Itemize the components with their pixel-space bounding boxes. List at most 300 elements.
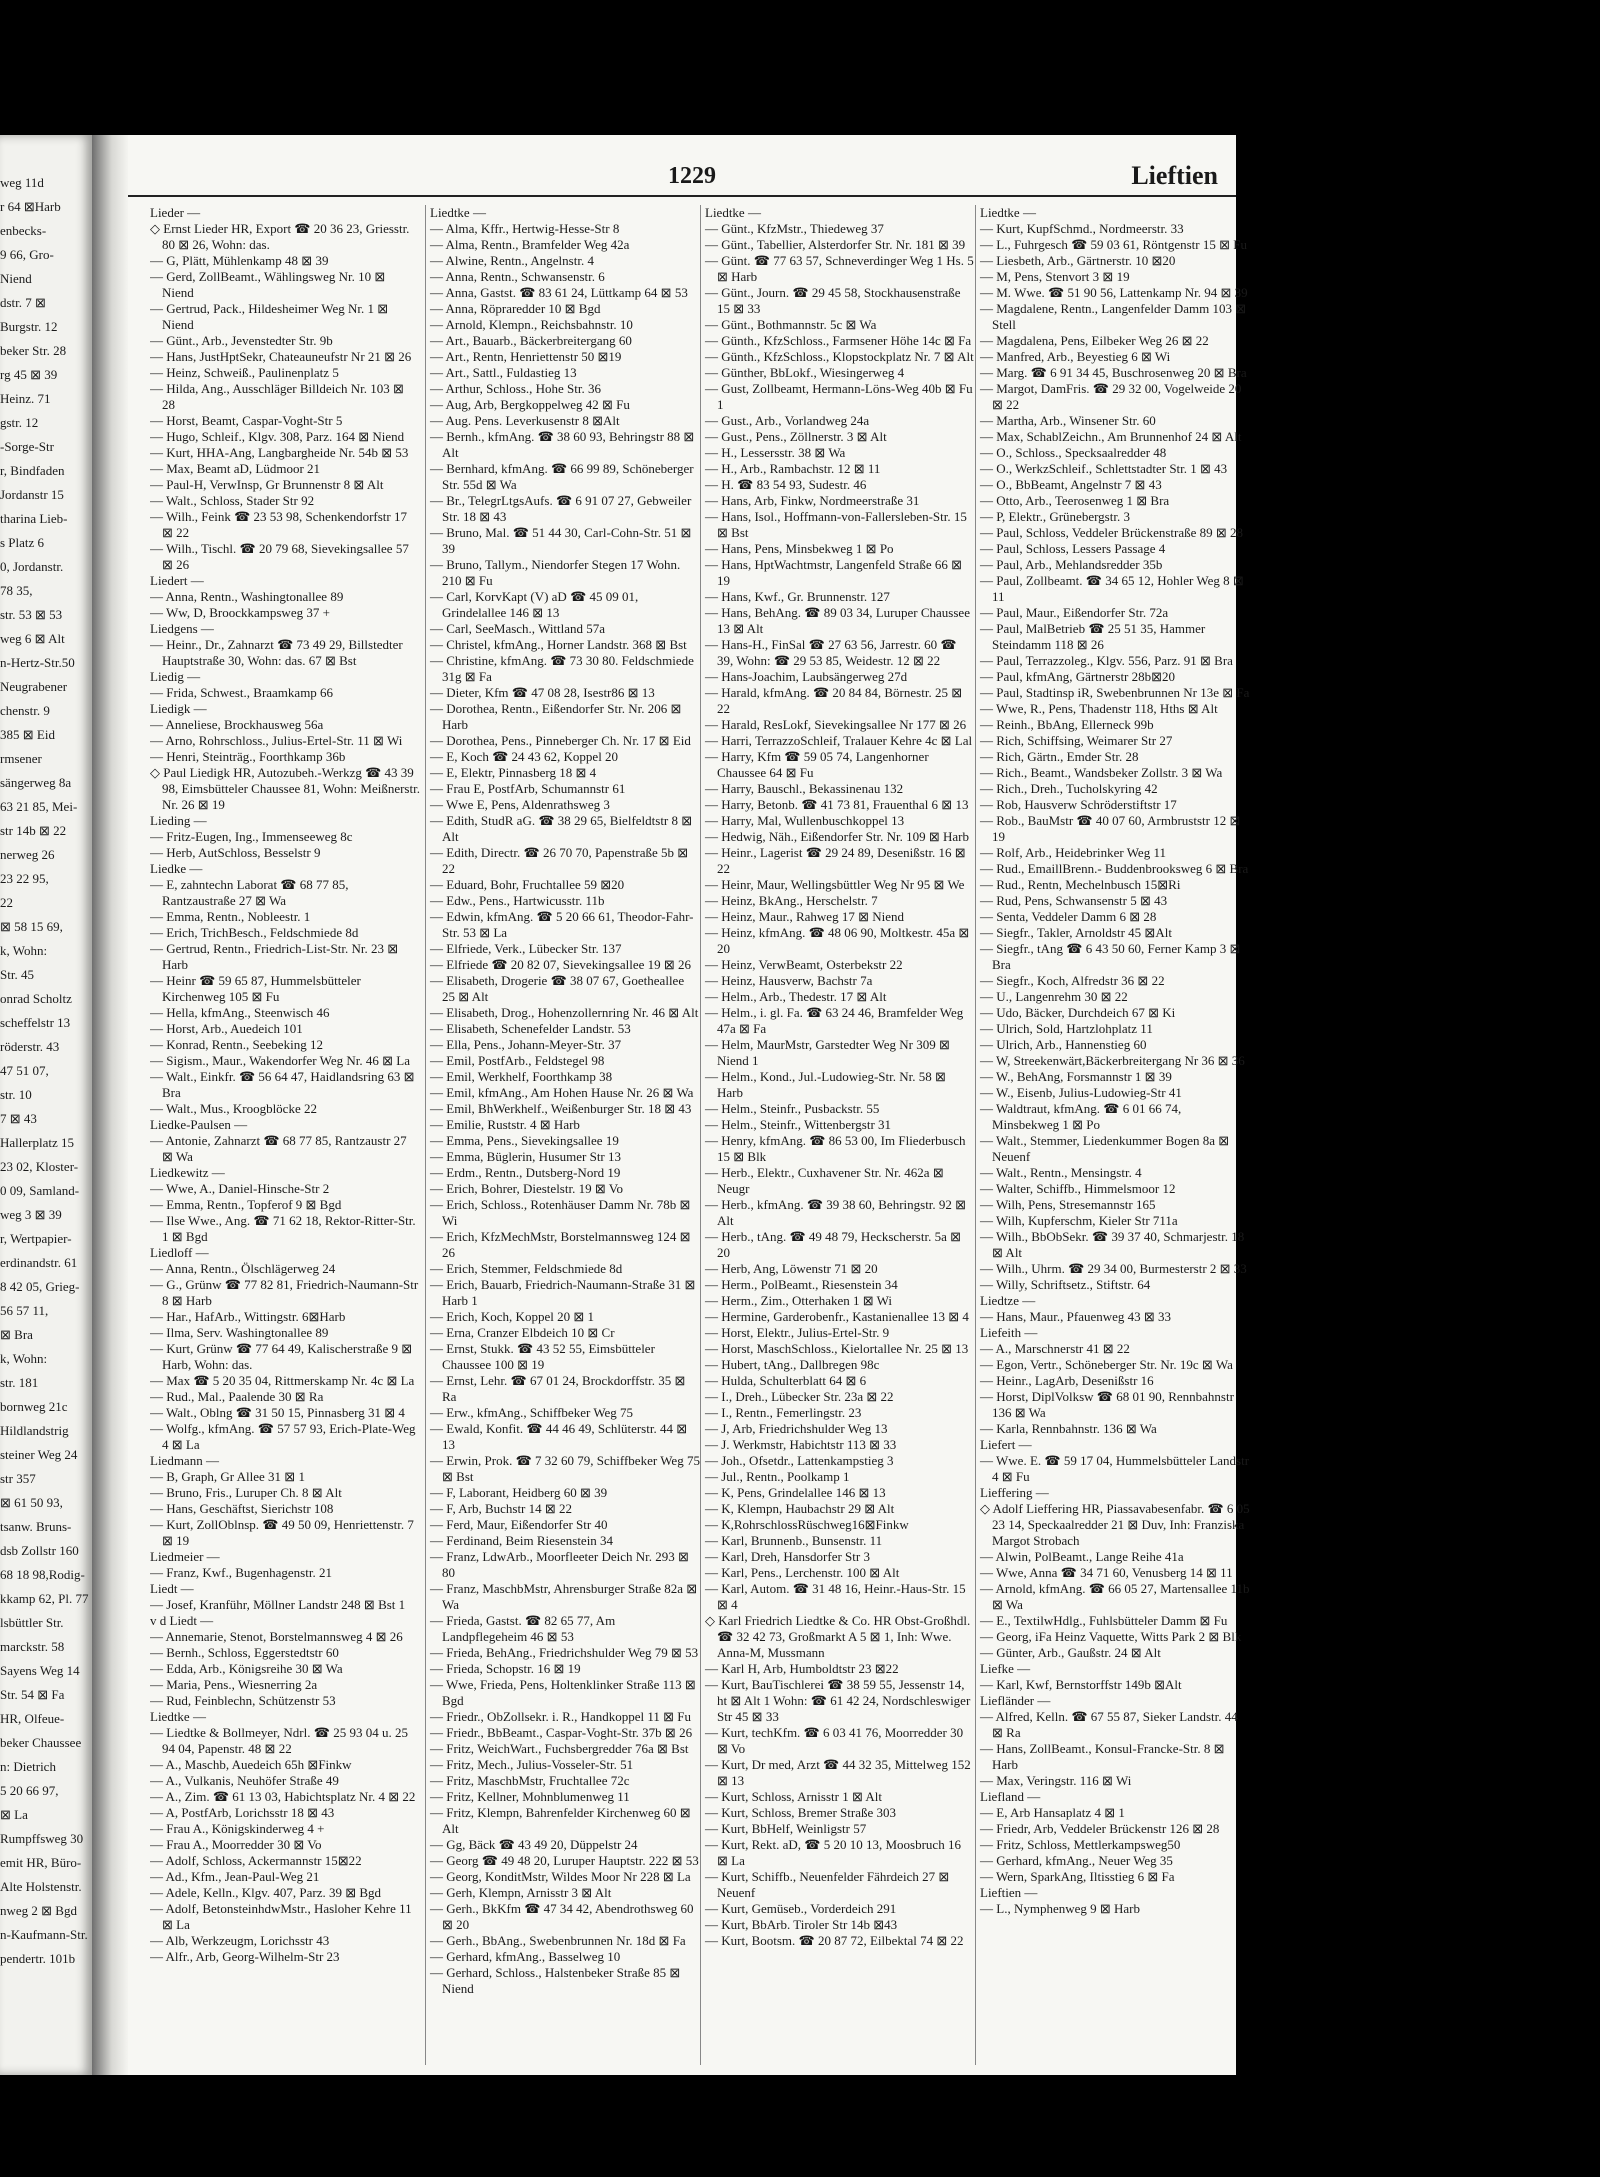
directory-entry: Liefländer — — [980, 1693, 1051, 1708]
left-page-fragment: chenstr. 9 — [0, 703, 50, 718]
directory-entry: — Gerd, ZollBeamt., Wählingsweg Nr. 10 ⊠ Niend — [150, 269, 386, 300]
directory-entry: — Harri, TerrazzoSchleif, Tralauer Kehre 4c ⊠ Lal — [705, 733, 973, 748]
directory-entry: — Emilie, Ruststr. 4 ⊠ Harb — [430, 1117, 580, 1132]
directory-entry: — O., Schloss., Specksaalredder 48 — [980, 445, 1167, 460]
directory-entry: — Kurt, BauTischlerei ☎ 38 59 55, Jessenstr 14, ht ⊠ Alt 1 Wohn: ☎ 61 42 24, Nordschleswiger Str 45 ⊠ 33 — [705, 1677, 971, 1724]
directory-entry: — Liesbeth, Arb., Gärtnerstr. 10 ⊠20 — [980, 253, 1176, 268]
directory-entry: — Sigism., Maur., Wakendorfer Weg Nr. 46 ⊠ La — [150, 1053, 410, 1068]
directory-entry: Liedtze — — [980, 1293, 1036, 1308]
left-page-fragment: ⊠ 58 15 69, — [0, 919, 63, 934]
directory-entry: — U., Langenrehm 30 ⊠ 22 — [980, 989, 1128, 1004]
directory-entry: — Adele, Kelln., Klgv. 407, Parz. 39 ⊠ Bgd — [150, 1885, 382, 1900]
directory-entry: — Waldtraut, kfmAng. ☎ 6 01 66 74, Minsbekweg 1 ⊠ Po — [980, 1101, 1182, 1132]
directory-entry: — Harry, Mal, Wullenbuschkoppel 13 — [705, 813, 905, 828]
left-page-fragment: Neugrabener — [0, 679, 68, 694]
directory-entry: — Karl, Kwf, Bernstorffstr 149b ⊠Alt — [980, 1677, 1182, 1692]
directory-entry: — Emma, Büglerin, Husumer Str 13 — [430, 1149, 622, 1164]
directory-entry: Liefland — — [980, 1789, 1041, 1804]
directory-entry: — Ad., Kfm., Jean-Paul-Weg 21 — [150, 1869, 320, 1884]
left-page-fragment: pendertr. 101b — [0, 1951, 76, 1966]
directory-entry: — M, Pens, Stenvort 3 ⊠ 19 — [980, 269, 1130, 284]
directory-entry: — Emil, BhWerkhelf., Weißenburger Str. 18 ⊠ 43 — [430, 1101, 692, 1116]
directory-entry: — Paul, Terrazzoleg., Klgv. 556, Parz. 91 ⊠ Bra — [980, 653, 1233, 668]
directory-entry: — Bernh., Schloss, Eggerstedtstr 60 — [150, 1645, 339, 1660]
directory-entry: — Georg, iFa Heinz Vaquette, Witts Park 2 ⊠ Blk — [980, 1629, 1242, 1644]
directory-entry: Liedke-Paulsen — — [150, 1117, 248, 1132]
directory-entry: — Adolf, BetonsteinhdwMstr., Hasloher Kehre 11 ⊠ La — [150, 1901, 412, 1932]
left-page-fragment: Alte Holstenstr. — [0, 1879, 82, 1894]
directory-entry: — Herm., PolBeamt., Riesenstein 34 — [705, 1277, 898, 1292]
directory-entry: — Alwin, PolBeamt., Lange Reihe 41a — [980, 1549, 1184, 1564]
left-page-fragment: 56 57 11, — [0, 1303, 49, 1318]
directory-entry: — Paul, Stadtinsp iR, Swebenbrunnen Nr 13e ⊠ Fa — [980, 685, 1250, 700]
directory-entry: — Alfred, Kelln. ☎ 67 55 87, Sieker Landstr. 44 ⊠ Ra — [980, 1709, 1238, 1740]
directory-entry: — Heinz, kfmAng. ☎ 48 06 90, Moltkestr. 45a ⊠ 20 — [705, 925, 970, 956]
directory-entry: — Hans, Arb, Finkw, Nordmeerstraße 31 — [705, 493, 920, 508]
directory-entry: — Erna, Cranzer Elbdeich 10 ⊠ Cr — [430, 1325, 615, 1340]
directory-entry: — Günth., KfzSchloss., Klopstockplatz Nr. 7 ⊠ Alt — [705, 349, 974, 364]
directory-entry: — Heinz, Schweiß., Paulinenplatz 5 — [150, 365, 339, 380]
left-page-fragment: röderstr. 43 — [0, 1039, 60, 1054]
left-page-fragment: Rumpffsweg 30 — [0, 1831, 84, 1846]
left-page-fragment: s Platz 6 — [0, 535, 45, 550]
directory-entry: — Carl, KorvKapt (V) aD ☎ 45 09 01, Grindelallee 146 ⊠ 13 — [430, 589, 639, 620]
directory-entry: — Bruno, Tallym., Niendorfer Stegen 17 Wohn. 210 ⊠ Fu — [430, 557, 681, 588]
left-page-fragment: 0, Jordanstr. — [0, 559, 64, 574]
directory-entry: — Maria, Pens., Wiesnerring 2a — [150, 1677, 318, 1692]
directory-entry: — Alwine, Rentn., Angelnstr. 4 — [430, 253, 594, 268]
directory-entry: — Carl, SeeMasch., Wittland 57a — [430, 621, 606, 636]
directory-entry: — Wilh., Tischl. ☎ 20 79 68, Sievekingsallee 57 ⊠ 26 — [150, 541, 409, 572]
directory-entry: — Anna, Röpraredder 10 ⊠ Bgd — [430, 301, 601, 316]
directory-entry: — Bernhard, kfmAng. ☎ 66 99 89, Schöneberger Str. 55d ⊠ Wa — [430, 461, 694, 492]
directory-entry: — Senta, Veddeler Damm 6 ⊠ 28 — [980, 909, 1157, 924]
left-page-fragment: marckstr. 58 — [0, 1639, 65, 1654]
directory-entry: — Horst, Elektr., Julius-Ertel-Str. 9 — [705, 1325, 890, 1340]
left-page-fragment: n-Kaufmann-Str. — [0, 1927, 88, 1942]
directory-entry: — Helm., Kond., Jul.-Ludowieg-Str. Nr. 58 ⊠ Harb — [705, 1069, 946, 1100]
directory-entry: — Paul, Zollbeamt. ☎ 34 65 12, Hohler Weg 8 ⊠ 11 — [980, 573, 1244, 604]
directory-entry: — Walt., Rentn., Mensingstr. 4 — [980, 1165, 1142, 1180]
directory-entry: — Hans-Joachim, Laubsängerweg 27d — [705, 669, 908, 684]
directory-entry: — Ulrich, Arb., Hannenstieg 60 — [980, 1037, 1147, 1052]
directory-entry: — Erich, Bohrer, Diestelstr. 19 ⊠ Vo — [430, 1181, 623, 1196]
directory-entry: — A., Vulkanis, Neuhöfer Straße 49 — [150, 1773, 339, 1788]
directory-entry: Liefeith — — [980, 1325, 1038, 1340]
directory-entry: — Heinr., Dr., Zahnarzt ☎ 73 49 29, Billstedter Hauptstraße 30, Wohn: das. 67 ⊠ Bst — [150, 637, 403, 668]
directory-entry: — Har., HafArb., Wittingstr. 6⊠Harb — [150, 1309, 346, 1324]
directory-entry: — Gust., Arb., Vorlandweg 24a — [705, 413, 870, 428]
directory-entry: — Gust, Zollbeamt, Hermann-Löns-Weg 40b ⊠ Fu 1 — [705, 381, 973, 412]
directory-entry: — Siegfr., Koch, Alfredstr 36 ⊠ 22 — [980, 973, 1165, 988]
directory-entry: — Kurt, BbArb. Tiroler Str 14b ⊠43 — [705, 1917, 898, 1932]
directory-entry: — Erich, Bauarb, Friedrich-Naumann-Straße 31 ⊠ Harb 1 — [430, 1277, 696, 1308]
left-page-fragment: str. 53 ⊠ 53 — [0, 607, 63, 622]
left-page-fragment: beker Chaussee — [0, 1735, 82, 1750]
left-page-fragment: weg 3 ⊠ 39 — [0, 1207, 62, 1222]
left-page-fragment: 68 18 98,Rodig- — [0, 1567, 85, 1582]
directory-entry: — Heinr, Maur, Wellingsbüttler Weg Nr 95 ⊠ We — [705, 877, 965, 892]
directory-entry: — Arno, Rohrschloss., Julius-Ertel-Str. 11 ⊠ Wi — [150, 733, 403, 748]
directory-entry: — Gerh, Klempn, Arnisstr 3 ⊠ Alt — [430, 1885, 612, 1900]
left-page-fragment: k, Wohn: — [0, 1351, 48, 1366]
directory-entry: Liedmeier — — [150, 1549, 220, 1564]
left-page-fragment: onrad Scholtz — [0, 991, 72, 1006]
left-page-fragment: 5 20 66 97, — [0, 1783, 59, 1798]
directory-entry: — Udo, Bäcker, Durchdeich 67 ⊠ Ki — [980, 1005, 1176, 1020]
directory-entry: — Herb, Ang, Löwenstr 71 ⊠ 20 — [705, 1261, 878, 1276]
directory-entry: — Bruno, Fris., Luruper Ch. 8 ⊠ Alt — [150, 1485, 342, 1500]
left-page-fragment: 22 — [0, 895, 13, 910]
directory-entry: — Elfriede ☎ 20 82 07, Sievekingsallee 19 ⊠ 26 — [430, 957, 692, 972]
directory-entry: — Kurt, Dr med, Arzt ☎ 44 32 35, Mittelweg 152 ⊠ 13 — [705, 1757, 971, 1788]
directory-entry: — Hulda, Schulterblatt 64 ⊠ 6 — [705, 1373, 867, 1388]
directory-entry: — E, zahntechn Laborat ☎ 68 77 85, Rantzaustraße 27 ⊠ Wa — [150, 877, 349, 908]
left-page-fragment: 23 22 95, — [0, 871, 49, 886]
left-page-fragment: ⊠ 61 50 93, — [0, 1495, 63, 1510]
directory-entry: — Helm., Arb., Thedestr. 17 ⊠ Alt — [705, 989, 887, 1004]
directory-entry: Liedloff — — [150, 1245, 209, 1260]
left-page-fragment: 8 42 05, Grieg- — [0, 1279, 80, 1294]
directory-entry: — Horst, DiplVolksw ☎ 68 01 90, Rennbahnstr 136 ⊠ Wa — [980, 1389, 1234, 1420]
directory-entry: — Rich, Schiffsing, Weimarer Str 27 — [980, 733, 1173, 748]
directory-entry: — Br., TelegrLtgsAufs. ☎ 6 91 07 27, Gebweiler Str. 18 ⊠ 43 — [430, 493, 692, 524]
left-page-fragment: str 14b ⊠ 22 — [0, 823, 67, 838]
directory-entry: — Herm., Zim., Otterhaken 1 ⊠ Wi — [705, 1293, 893, 1308]
directory-entry: — Ella, Pens., Johann-Meyer-Str. 37 — [430, 1037, 622, 1052]
left-page-fragment: str 357 — [0, 1471, 36, 1486]
directory-entry: — Horst, Beamt, Caspar-Voght-Str 5 — [150, 413, 343, 428]
column-2 — [425, 205, 700, 2065]
directory-entry: — Frieda, Schopstr. 16 ⊠ 19 — [430, 1661, 581, 1676]
directory-entry: — Harry, Betonb. ☎ 41 73 81, Frauenthal 6 ⊠ 13 — [705, 797, 969, 812]
directory-entry: — Rud., Mal., Paalende 30 ⊠ Ra — [150, 1389, 324, 1404]
directory-entry: — Helm., i. gl. Fa. ☎ 63 24 46, Bramfelder Weg 47a ⊠ Fa — [705, 1005, 964, 1036]
directory-entry: — Emma, Rentn., Nobleestr. 1 — [150, 909, 311, 924]
left-page-fragment: Str. 45 — [0, 967, 34, 982]
directory-entry: — Ernst, Lehr. ☎ 67 01 24, Brockdorffstr. 35 ⊠ Ra — [430, 1373, 686, 1404]
left-page-fragment: lsbüttler Str. — [0, 1615, 64, 1630]
directory-entry: — Alma, Kffr., Hertwig-Hesse-Str 8 — [430, 221, 620, 236]
directory-entry: Liedmann — — [150, 1453, 219, 1468]
directory-entry: — Günt., Journ. ☎ 29 45 58, Stockhausenstraße 15 ⊠ 33 — [705, 285, 961, 316]
left-page-fragment: Heinz. 71 — [0, 391, 51, 406]
directory-entry: — Ernst, Stukk. ☎ 43 52 55, Eimsbütteler Chaussee 100 ⊠ 19 — [430, 1341, 655, 1372]
left-page-fragment: n: Dietrich — [0, 1759, 56, 1774]
directory-entry: — Paul, Schloss, Veddeler Brückenstraße 89 ⊠ 28 — [980, 525, 1244, 540]
directory-entry: — Aug. Pens. Leverkusenstr 8 ⊠Alt — [430, 413, 620, 428]
directory-entry: — Jul., Rentn., Poolkamp 1 — [705, 1469, 850, 1484]
directory-entry: Liedkewitz — — [150, 1165, 225, 1180]
left-page-fragment: rmsener — [0, 751, 42, 766]
directory-entry: Liedtke — — [430, 205, 486, 220]
directory-entry: — Wilh., BbObSekr. ☎ 39 37 40, Schmarjestr. 18 ⊠ Alt — [980, 1229, 1245, 1260]
directory-entry: — Rud., Rentn, Mechelnbusch 15⊠Ri — [980, 877, 1181, 892]
directory-entry: — Kurt, BbHelf, Weinligstr 57 — [705, 1821, 867, 1836]
directory-entry: — L., Fuhrgesch ☎ 59 03 61, Röntgenstr 15 ⊠ Fu — [980, 237, 1247, 252]
directory-entry: — Erich, Koch, Koppel 20 ⊠ 1 — [430, 1309, 594, 1324]
directory-entry: Liedke — — [150, 861, 203, 876]
directory-entry: — Ww, D, Broockkampsweg 37 + — [150, 605, 330, 620]
directory-entry: — Gertrud, Rentn., Friedrich-List-Str. Nr. 23 ⊠ Harb — [150, 941, 399, 972]
directory-entry: — Gerhard, kfmAng., Basselweg 10 — [430, 1949, 621, 1964]
directory-entry: — Frieda, BehAng., Friedrichshulder Weg 79 ⊠ 53 — [430, 1645, 699, 1660]
directory-entry: — Wwe, R., Pens, Thadenstr 118, Hths ⊠ Alt — [980, 701, 1218, 716]
directory-entry: — Alb, Werkzeugm, Lorichsstr 43 — [150, 1933, 330, 1948]
directory-entry: — Herb., Elektr., Cuxhavener Str. Nr. 462a ⊠ Neugr — [705, 1165, 944, 1196]
directory-entry: — Dieter, Kfm ☎ 47 08 28, Isestr86 ⊠ 13 — [430, 685, 655, 700]
left-page-fragment: str. 181 — [0, 1375, 39, 1390]
directory-entry: — Art., Sattl., Fuldastieg 13 — [430, 365, 577, 380]
directory-entry: Lieftien — — [980, 1885, 1038, 1900]
directory-entry: v d Liedt — — [150, 1613, 214, 1628]
left-page-fragment: scheffelstr 13 — [0, 1015, 71, 1030]
directory-entry: — Elfriede, Verk., Lübecker Str. 137 — [430, 941, 622, 956]
directory-entry: — Paul, kfmAng, Gärtnerstr 28b⊠20 — [980, 669, 1176, 684]
directory-entry: — Edwin, kfmAng. ☎ 5 20 66 61, Theodor-Fahr-Str. 53 ⊠ La — [430, 909, 694, 940]
directory-entry: — Fritz, WeichWart., Fuchsbergredder 76a ⊠ Bst — [430, 1741, 689, 1756]
directory-entry: — Rob, Hausverw Schröderstiftstr 17 — [980, 797, 1177, 812]
directory-entry: — Franz, MaschbMstr, Ahrensburger Straße 82a ⊠ Wa — [430, 1581, 698, 1612]
directory-entry: — Karl, Brunnenb., Bunsenstr. 11 — [705, 1533, 883, 1548]
left-page-fragment: emit HR, Büro- — [0, 1855, 82, 1870]
directory-entry: — Max ☎ 5 20 35 04, Rittmerskamp Nr. 4c ⊠ La — [150, 1373, 415, 1388]
left-page-fragment: Jordanstr 15 — [0, 487, 64, 502]
directory-entry: — Rich, Gärtn., Emder Str. 28 — [980, 749, 1139, 764]
directory-entry: — Fritz, Mech., Julius-Vosseler-Str. 51 — [430, 1757, 634, 1772]
directory-entry: — Kurt, HHA-Ang, Langbargheide Nr. 54b ⊠ 53 — [150, 445, 409, 460]
directory-entry: — Günther, BbLokf., Wiesingerweg 4 — [705, 365, 905, 380]
directory-entry: — Erdm., Rentn., Dutsberg-Nord 19 — [430, 1165, 621, 1180]
directory-entry: — M. Wwe. ☎ 51 90 56, Lattenkamp Nr. 94 ⊠ 39 — [980, 285, 1248, 300]
directory-entry: — Kurt, KupfSchmd., Nordmeerstr. 33 — [980, 221, 1184, 236]
directory-entry: — Manfred, Arb., Beyestieg 6 ⊠ Wi — [980, 349, 1171, 364]
left-page-fragment: 7 ⊠ 43 — [0, 1111, 37, 1126]
directory-entry: — Gerhard, kfmAng., Neuer Weg 35 — [980, 1853, 1173, 1868]
directory-entry: — O., WerkzSchleif., Schlettstadter Str. 1 ⊠ 43 — [980, 461, 1228, 476]
directory-entry: — Frida, Schwest., Braamkamp 66 — [150, 685, 334, 700]
directory-entry: Liedert — — [150, 573, 204, 588]
directory-entry: — Wwe, Anna ☎ 34 71 60, Venusberg 14 ⊠ 11 — [980, 1565, 1233, 1580]
directory-entry: — Hans, Pens, Minsbekweg 1 ⊠ Po — [705, 541, 894, 556]
book-spine — [92, 135, 128, 2075]
directory-entry: — Wwe E, Pens, Aldenrathsweg 3 — [430, 797, 610, 812]
directory-entry: — Wilh., Feink ☎ 23 53 98, Schenkendorfstr 17 ⊠ 22 — [150, 509, 407, 540]
directory-entry: — Walt., Schloss, Stader Str 92 — [150, 493, 315, 508]
left-page-fragment: ⊠ La — [0, 1807, 28, 1822]
directory-entry: Lieder — — [150, 205, 201, 220]
directory-entry: — Hans, Geschäftst, Sierichstr 108 — [150, 1501, 334, 1516]
directory-entry: — Kurt, techKfm. ☎ 6 03 41 76, Moorredder 30 ⊠ Vo — [705, 1725, 964, 1756]
directory-entry: — Harry, Bauschl., Bekassinenau 132 — [705, 781, 904, 796]
directory-entry: — Magdalene, Rentn., Langenfelder Damm 103 ⊠ Stell — [980, 301, 1247, 332]
directory-entry: — Fritz-Eugen, Ing., Immenseeweg 8c — [150, 829, 353, 844]
left-page-fragment: 9 66, Gro- — [0, 247, 54, 262]
directory-entry: — Anna, Gastst. ☎ 83 61 24, Lüttkamp 64 ⊠ 53 — [430, 285, 688, 300]
directory-entry: — Karl, Dreh, Hansdorfer Str 3 — [705, 1549, 870, 1564]
directory-entry: — Siegfr., Takler, Arnoldstr 45 ⊠Alt — [980, 925, 1172, 940]
left-page-fragment: enbecks- — [0, 223, 47, 238]
directory-entry: — Harald, ResLokf, Sievekingsallee Nr 177 ⊠ 26 — [705, 717, 967, 732]
directory-entry: — Horst, MaschSchloss., Kielortallee Nr. 25 ⊠ 13 — [705, 1341, 969, 1356]
directory-entry: — Anna, Rentn., Schwansenstr. 6 — [430, 269, 605, 284]
left-page-fragment: beker Str. 28 — [0, 343, 67, 358]
directory-entry: Lieffering — — [980, 1485, 1049, 1500]
left-page-fragment: gstr. 12 — [0, 415, 39, 430]
directory-entry: — E, Elektr, Pinnasberg 18 ⊠ 4 — [430, 765, 597, 780]
directory-entry: — Walt., Stemmer, Liedenkummer Bogen 8a ⊠ Neuenf — [980, 1133, 1230, 1164]
directory-entry: — Rud, Feinblechn, Schützenstr 53 — [150, 1693, 336, 1708]
directory-entry: — Art., Rentn, Henriettenstr 50 ⊠19 — [430, 349, 622, 364]
left-page-fragment: weg 11d — [0, 175, 44, 190]
directory-entry: — Günt., KfzMstr., Thiedeweg 37 — [705, 221, 884, 236]
directory-entry: — Heinz, VerwBeamt, Osterbekstr 22 — [705, 957, 903, 972]
directory-entry: — Rich., Dreh., Tucholskyring 42 — [980, 781, 1158, 796]
directory-entry: — Hans, Isol., Hoffmann-von-Fallersleben-Str. 15 ⊠ Bst — [705, 509, 967, 540]
directory-entry: — K,RohrschlossRüschweg16⊠Finkw — [705, 1517, 909, 1532]
directory-entry: — F, Laborant, Heidberg 60 ⊠ 39 — [430, 1485, 608, 1500]
directory-entry: — A, PostfArb, Lorichsstr 18 ⊠ 43 — [150, 1805, 335, 1820]
directory-entry: — W., Eisenb, Julius-Ludowieg-Str 41 — [980, 1085, 1182, 1100]
directory-entry: Liedtke — — [980, 205, 1036, 220]
directory-entry: ◇ Paul Liedigk HR, Autozubeh.-Werkzg ☎ 43 39 98, Eimsbütteler Chaussee 81, Wohn: Meißnerstr. Nr. 26 ⊠ 19 — [150, 765, 420, 812]
directory-entry: — Kurt, Gemüseb., Vorderdeich 291 — [705, 1901, 897, 1916]
left-page-fragment: tsanw. Bruns- — [0, 1519, 72, 1534]
directory-entry: — W, Streekenwärt,Bäckerbreitergang Nr 36 ⊠ 36 — [980, 1053, 1245, 1068]
left-page-fragment: sängerweg 8a — [0, 775, 72, 790]
directory-entry: — Erich, Stemmer, Feldschmiede 8d — [430, 1261, 623, 1276]
directory-entry: — K, Pens, Grindelallee 146 ⊠ 13 — [705, 1485, 886, 1500]
left-page-fragment: weg 6 ⊠ Alt — [0, 631, 65, 646]
directory-entry: — Georg ☎ 49 48 20, Luruper Hauptstr. 222 ⊠ 53 — [430, 1853, 699, 1868]
directory-entry: — Kurt, Grünw ☎ 77 64 49, Kalischerstraße 9 ⊠ Harb, Wohn: das. — [150, 1341, 413, 1372]
directory-entry: — Wilh., Uhrm. ☎ 29 34 00, Burmesterstr 2 ⊠ 33 — [980, 1261, 1247, 1276]
directory-entry: — Wern, SparkAng, Iltisstieg 6 ⊠ Fa — [980, 1869, 1175, 1884]
directory-entry: — Friedr, Arb, Veddeler Brückenstr 126 ⊠ 28 — [980, 1821, 1220, 1836]
directory-entry: — Walter, Schiffb., Himmelsmoor 12 — [980, 1181, 1176, 1196]
directory-entry: — Ilma, Serv. Washingtonallee 89 — [150, 1325, 329, 1340]
directory-entry: — Ferd, Maur, Eißendorfer Str 40 — [430, 1517, 608, 1532]
directory-entry: — Hermine, Garderobenfr., Kastanienallee 13 ⊠ 4 — [705, 1309, 969, 1324]
directory-entry: — Gerhard, Schloss., Halstenbeker Straße 85 ⊠ Niend — [430, 1965, 681, 1996]
directory-entry: — Franz, LdwArb., Moorfleeter Deich Nr. 293 ⊠ 80 — [430, 1549, 689, 1580]
directory-entry: — Emil, Werkhelf, Foorthkamp 38 — [430, 1069, 613, 1084]
directory-entry: — Wwe, Frieda, Pens, Holtenklinker Straße 113 ⊠ Bgd — [430, 1677, 696, 1708]
directory-entry: — Kurt, Schloss, Bremer Straße 303 — [705, 1805, 897, 1820]
directory-entry: — Fritz, Kellner, Mohnblumenweg 11 — [430, 1789, 630, 1804]
directory-entry: — Fritz, Schloss, Mettlerkampsweg50 — [980, 1837, 1181, 1852]
left-page-fragment: Burgstr. 12 — [0, 319, 58, 334]
directory-entry: — Hella, kfmAng., Steenwisch 46 — [150, 1005, 330, 1020]
directory-entry: — Willy, Schriftsetz., Stiftstr. 64 — [980, 1277, 1151, 1292]
left-page-fragment: n-Hertz-Str.50 — [0, 655, 75, 670]
directory-entry: Liefert — — [980, 1437, 1032, 1452]
directory-entry: — Friedr., ObZollsekr. i. R., Handkoppel 11 ⊠ Fu — [430, 1709, 692, 1724]
directory-entry: — Aug, Arb, Bergkoppelweg 42 ⊠ Fu — [430, 397, 630, 412]
directory-entry: — Rob., BauMstr ☎ 40 07 60, Armbruststr 12 ⊠ 19 — [980, 813, 1241, 844]
directory-entry: — Egon, Vertr., Schöneberger Str. Nr. 19c ⊠ Wa — [980, 1357, 1233, 1372]
directory-entry: — Otto, Arb., Teerosenweg 1 ⊠ Bra — [980, 493, 1170, 508]
directory-entry: — Heinz, Maur., Rahweg 17 ⊠ Niend — [705, 909, 904, 924]
directory-entry: — Günter, Arb., Gaußstr. 24 ⊠ Alt — [980, 1645, 1161, 1660]
directory-entry: — Magdalena, Pens, Eilbeker Weg 26 ⊠ 22 — [980, 333, 1209, 348]
directory-entry: — Anna, Rentn., Ölschlägerweg 24 — [150, 1261, 336, 1276]
left-page-fragment: r, Bindfaden — [0, 463, 65, 478]
directory-entry: — Rich., Beamt., Wandsbeker Zollstr. 3 ⊠ Wa — [980, 765, 1223, 780]
left-page-fragment: nweg 2 ⊠ Bgd — [0, 1903, 77, 1918]
left-page-fragment: k, Wohn: — [0, 943, 48, 958]
directory-entry: — Wwe. E. ☎ 59 17 04, Hummelsbütteler Landstr 4 ⊠ Fu — [980, 1453, 1250, 1484]
directory-entry: — Gertrud, Pack., Hildesheimer Weg Nr. 1 ⊠ Niend — [150, 301, 389, 332]
directory-entry: ◇ Adolf Lieffering HR, Piassavabesenfabr. ☎ 6 05 23 14, Speckaalredder 21 ⊠ Duv, Inh: Franziska Margot Strobach — [980, 1501, 1250, 1548]
directory-entry: — G., Grünw ☎ 77 82 81, Friedrich-Naumann-Str 8 ⊠ Harb — [150, 1277, 419, 1308]
left-page-fragment: Str. 54 ⊠ Fa — [0, 1687, 65, 1702]
directory-entry: — Günth., KfzSchloss., Farmsener Höhe 14c ⊠ Fa — [705, 333, 972, 348]
directory-entry: — F, Arb, Buchstr 14 ⊠ 22 — [430, 1501, 573, 1516]
directory-entry: — Arthur, Schloss., Hohe Str. 36 — [430, 381, 602, 396]
left-page-fragment: r, Wertpapier- — [0, 1231, 72, 1246]
directory-entry: — Hans, HptWachtmstr, Langenfeld Straße 66 ⊠ 19 — [705, 557, 962, 588]
directory-entry: Liefke — — [980, 1661, 1031, 1676]
directory-entry: — Frau A., Königskinderweg 4 + — [150, 1821, 325, 1836]
directory-entry: — Eduard, Bohr, Fruchtallee 59 ⊠20 — [430, 877, 625, 892]
directory-entry: — J, Arb, Friedrichshulder Weg 13 — [705, 1421, 888, 1436]
directory-entry: — Helm., Steinfr., Wittenbergstr 31 — [705, 1117, 892, 1132]
directory-entry: — A., Zim. ☎ 61 13 03, Habichtsplatz Nr. 4 ⊠ 22 — [150, 1789, 416, 1804]
directory-entry: — Ewald, Konfit. ☎ 44 46 49, Schlüterstr. 44 ⊠ 13 — [430, 1421, 688, 1452]
directory-entry: — Hilda, Ang., Ausschläger Billdeich Nr. 103 ⊠ 28 — [150, 381, 404, 412]
left-page-fragment: Hildlandstrig — [0, 1423, 69, 1438]
directory-entry: — Adolf, Schloss, Ackermannstr 15⊠22 — [150, 1853, 362, 1868]
directory-entry: — Edw., Pens., Hartwicusstr. 11b — [430, 893, 605, 908]
left-page-fragment: str. 10 — [0, 1087, 32, 1102]
directory-entry: — Reinh., BbAng, Ellerneck 99b — [980, 717, 1154, 732]
directory-entry: — Emma, Pens., Sievekingsallee 19 — [430, 1133, 619, 1148]
left-page-fragment: kkamp 62, Pl. 77 — [0, 1591, 89, 1606]
directory-entry: — Edith, Directr. ☎ 26 70 70, Papenstraße 5b ⊠ 22 — [430, 845, 689, 876]
directory-entry: — Martha, Arb., Winsener Str. 60 — [980, 413, 1156, 428]
directory-entry: — Hans, Kwf., Gr. Brunnenstr. 127 — [705, 589, 890, 604]
directory-entry: — Kurt, Bootsm. ☎ 20 87 72, Eilbektal 74 ⊠ 22 — [705, 1933, 964, 1948]
directory-entry: — Hans, Maur., Pfauenweg 43 ⊠ 33 — [980, 1309, 1172, 1324]
directory-entry: — Karl, Pens., Lerchenstr. 100 ⊠ Alt — [705, 1565, 900, 1580]
directory-entry: — Walt., Mus., Kroogblöcke 22 — [150, 1101, 317, 1116]
directory-entry: — Emil, PostfArb., Feldstegel 98 — [430, 1053, 605, 1068]
directory-entry: — Georg, KonditMstr, Wildes Moor Nr 228 ⊠ La — [430, 1869, 691, 1884]
page-number: 1229 — [668, 163, 716, 189]
directory-entry: — Elisabeth, Schenefelder Landstr. 53 — [430, 1021, 631, 1036]
left-page-fragment: Hallerplatz 15 — [0, 1135, 74, 1150]
directory-entry: — W., BehAng, Forsmannstr 1 ⊠ 39 — [980, 1069, 1172, 1084]
directory-entry: Liedig — — [150, 669, 201, 684]
directory-entry: — Dorothea, Pens., Pinneberger Ch. Nr. 17 ⊠ Eid — [430, 733, 691, 748]
directory-entry: — Christine, kfmAng. ☎ 73 30 80. Feldschmiede 31g ⊠ Fa — [430, 653, 694, 684]
directory-entry: — Rud., EmaillBrenn.- Buddenbrooksweg 6 ⊠ Bra — [980, 861, 1249, 876]
directory-entry: Liedtke — — [150, 1709, 206, 1724]
directory-entry: — E, Arb Hansaplatz 4 ⊠ 1 — [980, 1805, 1125, 1820]
directory-entry: — Günt., Arb., Jevenstedter Str. 9b — [150, 333, 333, 348]
left-page-fragment: rg 45 ⊠ 39 — [0, 367, 58, 382]
directory-entry: — Fritz, Klempn, Bahrenfelder Kirchenweg 60 ⊠ Alt — [430, 1805, 691, 1836]
directory-entry: — E., TextilwHdlg., Fuhlsbütteler Damm ⊠ Fu — [980, 1613, 1228, 1628]
directory-entry: — Hans, ZollBeamt., Konsul-Francke-Str. 8 ⊠ Harb — [980, 1741, 1225, 1772]
directory-entry: — Paul, Schloss, Lessers Passage 4 — [980, 541, 1166, 556]
directory-entry: — H., Arb., Rambachstr. 12 ⊠ 11 — [705, 461, 881, 476]
page-header — [128, 155, 1236, 197]
directory-entry: — Günt., Bothmannstr. 5c ⊠ Wa — [705, 317, 877, 332]
left-page-fragment: 0 09, Samland- — [0, 1183, 80, 1198]
directory-entry: — Frau E, PostfArb, Schumannstr 61 — [430, 781, 626, 796]
